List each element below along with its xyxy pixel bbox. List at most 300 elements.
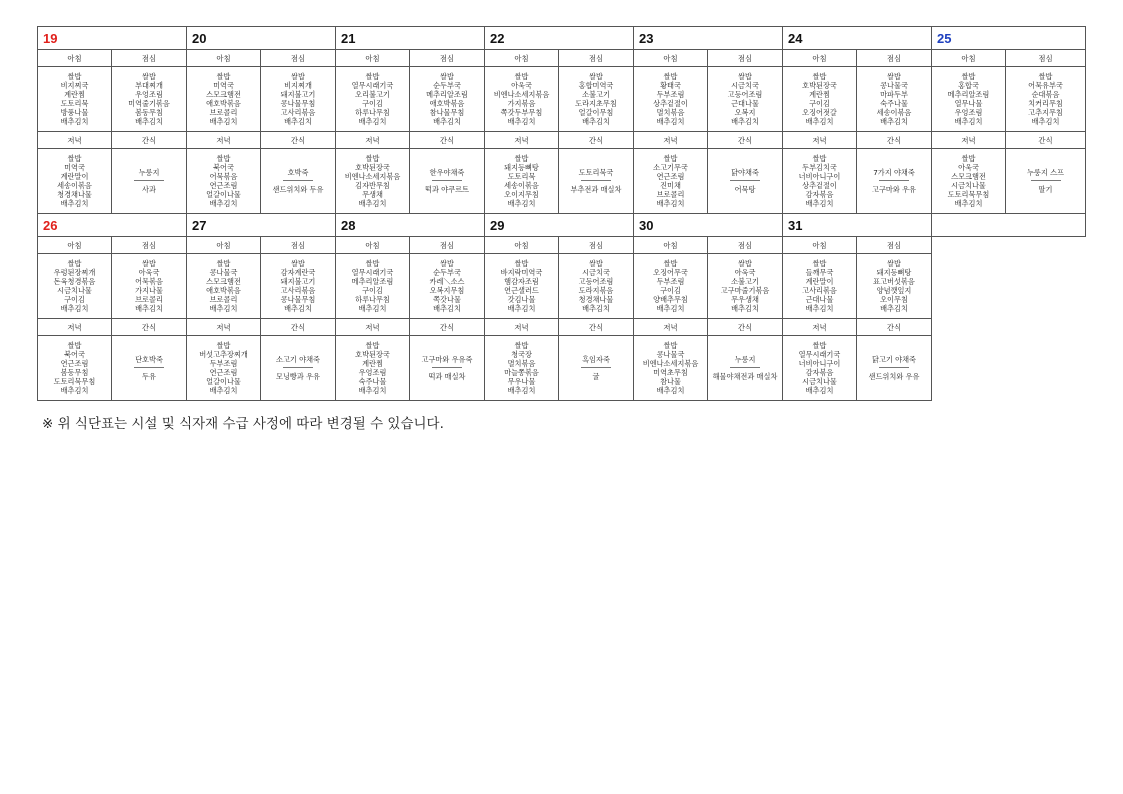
menu-item: 배추김치 <box>358 117 387 126</box>
dinner-menu <box>932 149 1006 214</box>
lunch-menu <box>1006 67 1086 132</box>
menu-item: 무생채 <box>362 190 383 199</box>
breakfast-menu <box>932 67 1006 132</box>
menu-item: 하루나무침 <box>355 108 390 117</box>
menu-item: 메추리알조림 <box>426 90 468 99</box>
lunch-label: 점심 <box>857 237 932 254</box>
snack-menu <box>708 336 783 401</box>
menu-item: 배추김치 <box>358 386 387 395</box>
menu-item: 우엉조림 <box>954 108 983 117</box>
dinner-menu <box>38 336 112 401</box>
menu-item: 배추김치 <box>507 117 536 126</box>
lunch-menu <box>261 254 336 319</box>
menu-item: 무우생채 <box>731 295 759 304</box>
menu-item: 쌀밥 <box>67 154 82 163</box>
menu-item: 아욱국 <box>958 163 979 172</box>
dinner-label: 저녁 <box>783 319 857 336</box>
menu-item: 도토리묵 <box>60 99 89 108</box>
menu-item: 배추김치 <box>60 117 89 126</box>
menu-item: 배추김치 <box>880 117 908 126</box>
menu-item: 상추겉절이 <box>653 99 688 108</box>
menu-item: 배추김치 <box>954 199 983 208</box>
dinner-label: 저녁 <box>336 132 410 149</box>
menu-item: 돼지불고기 <box>280 277 316 286</box>
menu-item: 북어국 <box>213 163 234 172</box>
menu-item: 콩나물무침 <box>280 295 316 304</box>
menu-item: 쌀밥 <box>887 259 901 268</box>
menu-item: 배추김치 <box>805 304 834 313</box>
menu-item: 호박된장국 <box>802 81 837 90</box>
menu-item: 쌀밥 <box>514 259 529 268</box>
menu-item: 배추김치 <box>880 304 908 313</box>
menu-item: 쌀밥 <box>961 72 976 81</box>
menu-item: 한우야채죽 <box>429 168 465 177</box>
snack-divider <box>879 367 909 368</box>
menu-item: 홍합미역국 <box>578 81 614 90</box>
menu-item: 구이김 <box>64 295 85 304</box>
menu-item: 배추김치 <box>507 386 536 395</box>
menu-item: 도라지초무침 <box>575 99 617 108</box>
breakfast-label: 아침 <box>336 237 410 254</box>
menu-item: 메추리알조림 <box>947 90 990 99</box>
lunch-label: 점심 <box>559 50 634 67</box>
menu-item: 두부김치국 <box>802 163 837 172</box>
menu-item: 열무시래기국 <box>351 268 394 277</box>
dinner-label: 저녁 <box>485 132 559 149</box>
menu-item: 김자반무침 <box>355 181 390 190</box>
empty-day-area <box>932 237 1086 401</box>
menu-item: 양념깻잎지 <box>876 286 912 295</box>
menu-item: 배추김치 <box>209 117 238 126</box>
menu-item: 숙주나물 <box>880 99 908 108</box>
menu-item: 비엔나소세지볶음 <box>344 172 401 181</box>
lunch-menu <box>112 254 187 319</box>
menu-item: 고구마줄기볶음 <box>720 286 770 295</box>
dinner-label: 저녁 <box>38 319 112 336</box>
menu-item: 스모크햄전 <box>206 277 241 286</box>
dinner-menu <box>485 336 559 401</box>
menu-item: 시금치나물 <box>57 286 92 295</box>
menu-item: 오리불고기 <box>355 90 390 99</box>
menu-item: 쌀밥 <box>514 154 529 163</box>
lunch-label: 점심 <box>559 237 634 254</box>
menu-item: 소불고기 <box>582 90 610 99</box>
menu-item: 우렁된장찌개 <box>53 268 96 277</box>
lunch-menu <box>559 254 634 319</box>
snack-label: 간식 <box>261 132 336 149</box>
menu-item: 두부조림 <box>656 90 685 99</box>
menu-item: 얼갈이나물 <box>206 190 241 199</box>
menu-item: 배추김치 <box>582 304 610 313</box>
lunch-label: 점심 <box>261 237 336 254</box>
snack-label: 간식 <box>857 132 932 149</box>
menu-item: 모닝빵과 우유 <box>276 372 320 381</box>
snack-divider <box>581 367 611 368</box>
snack-menu <box>708 149 783 214</box>
menu-item: 소고기 야채죽 <box>276 355 320 364</box>
menu-item: 마파두부 <box>880 90 908 99</box>
menu-item: 고사리볶음 <box>280 286 316 295</box>
menu-item: 고등어조림 <box>578 277 614 286</box>
dinner-label: 저녁 <box>485 319 559 336</box>
day-number: 22 <box>485 27 634 50</box>
menu-item: 도토리묵무침 <box>947 190 990 199</box>
footer-note: ※ 위 식단표는 시설 및 식자재 수급 사정에 따라 변경될 수 있습니다. <box>42 416 444 432</box>
menu-item: 딸기 <box>1038 185 1053 194</box>
menu-item: 배추김치 <box>209 386 238 395</box>
lunch-menu <box>410 254 485 319</box>
menu-item: 참나물 <box>660 377 681 386</box>
snack-divider <box>1031 180 1061 181</box>
menu-item: 근대나물 <box>731 99 759 108</box>
menu-item: 방풍나물 <box>60 108 89 117</box>
menu-item: 배추김치 <box>358 304 387 313</box>
menu-item: 미역초무침 <box>653 368 688 377</box>
menu-item: 쌀밥 <box>291 72 305 81</box>
dinner-label: 저녁 <box>634 319 708 336</box>
snack-label: 간식 <box>112 132 187 149</box>
menu-item: 누룽지 스프 <box>1026 168 1064 177</box>
snack-label: 간식 <box>708 319 783 336</box>
menu-item: 쌀밥 <box>1038 72 1053 81</box>
menu-item: 어묵탕 <box>734 185 756 194</box>
snack-label: 간식 <box>857 319 932 336</box>
menu-item: 햄감자조림 <box>504 277 539 286</box>
menu-item: 봄동무침 <box>60 368 89 377</box>
menu-item: 배추김치 <box>433 304 461 313</box>
menu-item: 쌀밥 <box>514 341 529 350</box>
menu-item: 비지찌국 <box>60 81 89 90</box>
snack-divider <box>581 180 611 181</box>
snack-label: 간식 <box>410 132 485 149</box>
snack-menu <box>261 149 336 214</box>
menu-item: 세송이볶음 <box>876 108 912 117</box>
menu-item: 콩나물국 <box>209 268 238 277</box>
menu-item: 쪽갓두부무침 <box>500 108 543 117</box>
breakfast-menu <box>336 254 410 319</box>
snack-label: 간식 <box>112 319 187 336</box>
menu-item: 표고버섯볶음 <box>873 277 915 286</box>
menu-item: 돼지등뼈탕 <box>504 163 539 172</box>
menu-item: 쌀밥 <box>440 72 454 81</box>
menu-item: 도라지볶음 <box>578 286 614 295</box>
breakfast-label: 아침 <box>932 50 1006 67</box>
menu-item: 배추김치 <box>60 386 89 395</box>
menu-item: 스모크햄전 <box>951 172 986 181</box>
menu-item: 배추김치 <box>60 199 89 208</box>
menu-item: 쌀밥 <box>738 259 752 268</box>
menu-item: 비엔나소세지볶음 <box>493 90 550 99</box>
menu-item: 열무시래기국 <box>351 81 394 90</box>
menu-item: 열무나물 <box>954 99 983 108</box>
dinner-label: 저녁 <box>187 319 261 336</box>
menu-item: 배추김치 <box>954 117 983 126</box>
menu-item: 오이무침 <box>880 295 908 304</box>
menu-item: 배추김치 <box>656 117 685 126</box>
snack-menu <box>559 149 634 214</box>
day-number: 24 <box>783 27 932 50</box>
menu-item: 해물야채전과 매실차 <box>712 372 778 381</box>
menu-item: 마늘쫑볶음 <box>504 368 539 377</box>
menu-item: 멸치볶음 <box>656 108 685 117</box>
dinner-menu <box>336 336 410 401</box>
snack-menu <box>112 149 187 214</box>
breakfast-label: 아침 <box>634 50 708 67</box>
day-number: 31 <box>783 214 932 237</box>
menu-item: 누룽지 <box>734 355 756 364</box>
menu-item: 애호박볶음 <box>206 286 241 295</box>
day-number: 28 <box>336 214 485 237</box>
menu-item: 아욱국 <box>734 268 756 277</box>
snack-label: 간식 <box>708 132 783 149</box>
lunch-menu <box>857 67 932 132</box>
dinner-label: 저녁 <box>634 132 708 149</box>
menu-item: 가지나물 <box>135 286 163 295</box>
menu-item: 배추김치 <box>805 386 834 395</box>
lunch-label: 점심 <box>708 50 783 67</box>
menu-item: 고사리볶음 <box>802 286 837 295</box>
menu-item: 진미채 <box>660 181 681 190</box>
snack-divider <box>730 180 760 181</box>
menu-item: 애호박볶음 <box>429 99 465 108</box>
lunch-menu <box>708 67 783 132</box>
lunch-menu <box>857 254 932 319</box>
menu-item: 쌀밥 <box>365 259 380 268</box>
menu-item: 미역줄기볶음 <box>128 99 170 108</box>
menu-item: 쌀밥 <box>67 341 82 350</box>
menu-item: 계란찜 <box>362 359 383 368</box>
snack-divider <box>134 367 164 368</box>
dinner-menu <box>38 149 112 214</box>
snack-label: 간식 <box>261 319 336 336</box>
dinner-menu <box>485 149 559 214</box>
menu-item: 오징어젓갈 <box>802 108 837 117</box>
menu-item: 아욱국 <box>138 268 160 277</box>
menu-item: 어묵볶음 <box>209 172 238 181</box>
breakfast-label: 아침 <box>485 237 559 254</box>
menu-item: 브로콜리 <box>209 295 238 304</box>
menu-item: 고등어조림 <box>727 90 763 99</box>
menu-item: 배추김치 <box>582 117 610 126</box>
menu-item: 구이김 <box>809 99 830 108</box>
menu-item: 도토리묵국 <box>578 168 614 177</box>
menu-item: 무우나물 <box>507 377 536 386</box>
snack-label: 간식 <box>559 319 634 336</box>
breakfast-menu <box>634 254 708 319</box>
snack-menu <box>410 149 485 214</box>
snack-divider <box>730 367 760 368</box>
breakfast-menu <box>783 67 857 132</box>
menu-item: 도토리묵무침 <box>53 377 96 386</box>
day-number: 25 <box>932 27 1086 50</box>
menu-item: 청경채나물 <box>57 190 92 199</box>
menu-item: 배추김치 <box>358 199 387 208</box>
menu-item: 고사리볶음 <box>280 108 316 117</box>
menu-item: 세송이볶음 <box>57 181 92 190</box>
menu-item: 브로콜리 <box>135 295 163 304</box>
menu-item: 쌀밥 <box>216 72 231 81</box>
dinner-menu <box>336 149 410 214</box>
menu-item: 갓김나물 <box>507 295 536 304</box>
snack-menu <box>857 336 932 401</box>
menu-item: 너비아니구이 <box>798 359 841 368</box>
dinner-menu <box>783 336 857 401</box>
menu-item: 연근조림 <box>209 368 238 377</box>
menu-item: 닭야채죽 <box>731 168 759 177</box>
menu-item: 두부조림 <box>656 277 685 286</box>
menu-item: 계란찜 <box>809 90 830 99</box>
menu-item: 샌드위치와 우유 <box>868 372 920 381</box>
menu-item: 배추김치 <box>135 304 163 313</box>
menu-item: 멸치볶음 <box>507 359 536 368</box>
menu-item: 청국장 <box>511 350 532 359</box>
lunch-menu <box>112 67 187 132</box>
dinner-menu <box>187 149 261 214</box>
menu-item: 오복지 <box>734 108 756 117</box>
menu-item: 시금치국 <box>582 268 610 277</box>
menu-item: 단호박죽 <box>135 355 163 364</box>
menu-item: 쌀밥 <box>67 259 82 268</box>
dinner-menu <box>187 336 261 401</box>
menu-item: 봄동무침 <box>135 108 163 117</box>
menu-item: 쌀밥 <box>961 154 976 163</box>
snack-menu <box>410 336 485 401</box>
menu-item: 브로콜리 <box>656 190 685 199</box>
menu-item: 두유 <box>142 372 156 381</box>
menu-item: 구이김 <box>660 286 681 295</box>
menu-item: 쌀밥 <box>589 259 603 268</box>
menu-item: 오복지무침 <box>429 286 465 295</box>
menu-item: 고구마와 우유죽 <box>421 355 473 364</box>
menu-item: 얼갈이나물 <box>206 377 241 386</box>
menu-item: 북어국 <box>64 350 85 359</box>
menu-item: 배추김치 <box>731 117 759 126</box>
menu-item: 배추김치 <box>656 304 685 313</box>
menu-item: 배추김치 <box>209 304 238 313</box>
menu-item: 쌀밥 <box>514 72 529 81</box>
snack-menu <box>857 149 932 214</box>
menu-item: 브로콜리 <box>209 108 238 117</box>
lunch-menu <box>261 67 336 132</box>
menu-item: 배추김치 <box>209 199 238 208</box>
menu-item: 돼지등뼈탕 <box>876 268 912 277</box>
lunch-menu <box>559 67 634 132</box>
empty-day-cell <box>932 214 1086 237</box>
meal-calendar-body <box>38 27 1086 401</box>
snack-divider <box>283 180 313 181</box>
menu-item: 배추김치 <box>284 117 312 126</box>
menu-item: 소불고기 <box>731 277 759 286</box>
menu-item: 숙주나물 <box>358 377 387 386</box>
menu-item: 참나물무침 <box>429 108 465 117</box>
meal-calendar-table <box>37 26 1086 401</box>
menu-item: 콩나물무침 <box>280 99 316 108</box>
dinner-label: 저녁 <box>336 319 410 336</box>
menu-item: 세송이볶음 <box>504 181 539 190</box>
lunch-label: 점심 <box>410 237 485 254</box>
menu-item: 쌀밥 <box>142 259 156 268</box>
menu-item: 배추김치 <box>433 117 461 126</box>
menu-item: 치커리무침 <box>1028 99 1063 108</box>
breakfast-label: 아침 <box>783 237 857 254</box>
breakfast-label: 아침 <box>187 237 261 254</box>
menu-item: 비지찌개 <box>284 81 312 90</box>
breakfast-menu <box>187 254 261 319</box>
menu-item: 쌀밥 <box>589 72 603 81</box>
snack-divider <box>879 180 909 181</box>
menu-item: 어묵유부국 <box>1028 81 1063 90</box>
menu-item: 배추김치 <box>60 304 89 313</box>
menu-item: 버섯고추장찌개 <box>199 350 248 359</box>
menu-item: 쌀밥 <box>663 259 678 268</box>
menu-item: 고구마와 우유 <box>872 185 916 194</box>
menu-item: 근대나물 <box>805 295 834 304</box>
menu-item: 배추김치 <box>135 117 163 126</box>
menu-item: 감자볶음 <box>805 190 834 199</box>
menu-item: 배추김치 <box>805 199 834 208</box>
snack-menu <box>261 336 336 401</box>
lunch-label: 점심 <box>708 237 783 254</box>
menu-item: 순두부국 <box>433 81 461 90</box>
menu-item: 미역국 <box>213 81 234 90</box>
menu-item: 우엉조림 <box>135 90 163 99</box>
menu-item: 연근조림 <box>209 181 238 190</box>
menu-item: 고추지무침 <box>1028 108 1063 117</box>
menu-item: 샌드위치와 두유 <box>272 185 324 194</box>
menu-item: 미역국 <box>64 163 85 172</box>
breakfast-label: 아침 <box>38 237 112 254</box>
menu-item: 메추리알조림 <box>351 277 394 286</box>
menu-item: 애호박볶음 <box>206 99 241 108</box>
snack-divider <box>432 180 462 181</box>
breakfast-label: 아침 <box>38 50 112 67</box>
menu-item: 돼지불고기 <box>280 90 316 99</box>
menu-item: 연근조림 <box>656 172 685 181</box>
dinner-label: 저녁 <box>783 132 857 149</box>
menu-item: 귤 <box>592 372 600 381</box>
menu-item: 쌀밥 <box>67 72 82 81</box>
menu-item: 쌀밥 <box>663 72 678 81</box>
menu-item: 누룽지 <box>138 168 160 177</box>
day-number: 26 <box>38 214 187 237</box>
menu-item: 상추겉절이 <box>802 181 837 190</box>
breakfast-menu <box>38 67 112 132</box>
menu-item: 얼갈이무침 <box>578 108 614 117</box>
menu-item: 쌀밥 <box>812 154 827 163</box>
menu-item: 바지락미역국 <box>500 268 543 277</box>
menu-item: 연근샐러드 <box>504 286 539 295</box>
menu-item: 비엔나소세지볶음 <box>642 359 699 368</box>
menu-item: 배추김치 <box>284 304 312 313</box>
snack-divider <box>134 180 164 181</box>
menu-item: 쪽갓나물 <box>433 295 461 304</box>
menu-item: 들깨무국 <box>805 268 834 277</box>
snack-menu <box>112 336 187 401</box>
menu-item: 7가지 야채죽 <box>873 168 915 177</box>
menu-item: 순두부국 <box>433 268 461 277</box>
dinner-label: 저녁 <box>38 132 112 149</box>
menu-item: 감자계란국 <box>280 268 316 277</box>
breakfast-menu <box>783 254 857 319</box>
breakfast-label: 아침 <box>634 237 708 254</box>
menu-item: 두부조림 <box>209 359 238 368</box>
dinner-label: 저녁 <box>932 132 1006 149</box>
menu-item: 쌀밥 <box>812 72 827 81</box>
snack-divider <box>283 367 313 368</box>
day-number: 23 <box>634 27 783 50</box>
lunch-label: 점심 <box>410 50 485 67</box>
menu-item: 쌀밥 <box>142 72 156 81</box>
